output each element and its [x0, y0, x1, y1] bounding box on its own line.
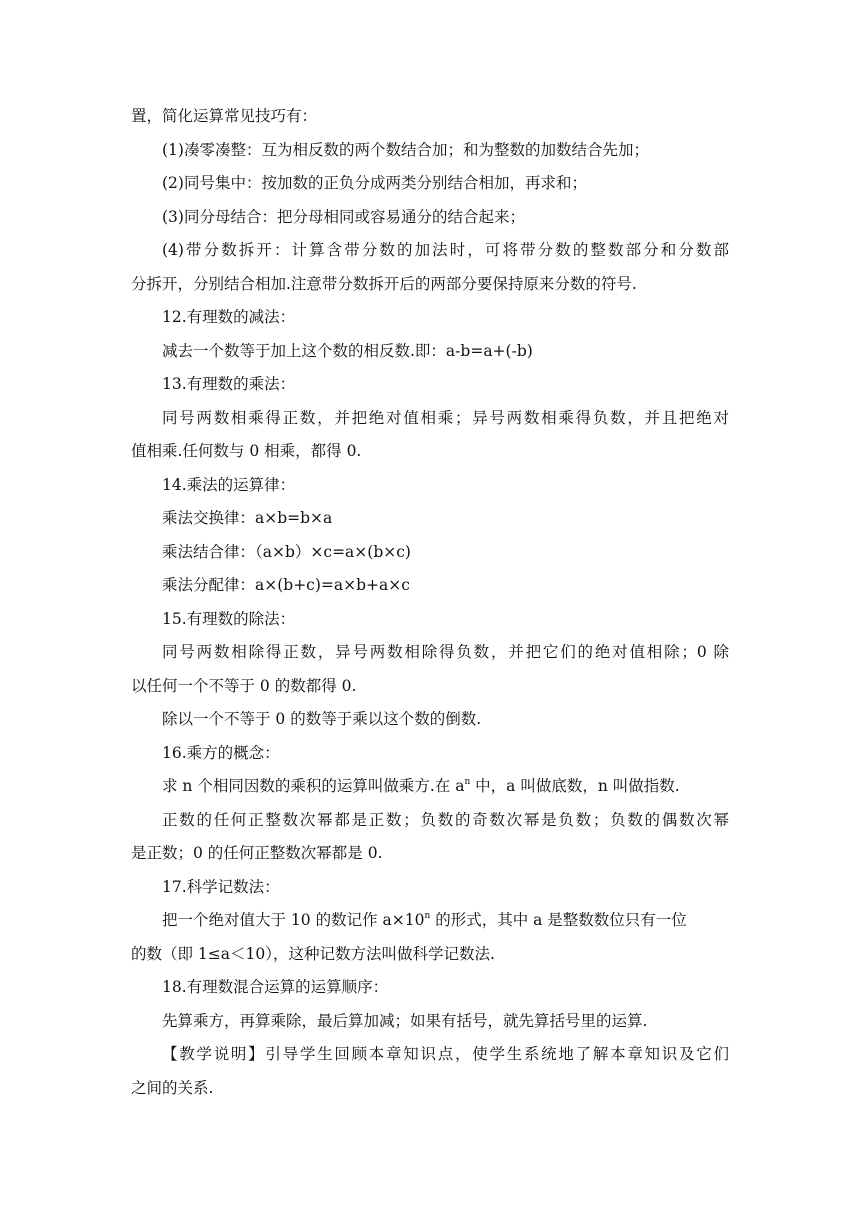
technique-3: (3)同分母结合：把分母相同或容易通分的结合起来； [162, 207, 525, 226]
section-heading-12: 12.有理数的减法： [162, 308, 296, 326]
superscript: n [424, 910, 431, 921]
section-heading-15: 15.有理数的除法： [162, 609, 296, 628]
text-run: 的形式，其中 a 是整数数位只有一位 [430, 911, 687, 929]
distributive-law: 乘法分配律：a×(b+c)=a×b+a×c [162, 576, 410, 594]
paragraph-line: 之间的关系. [131, 1078, 214, 1097]
paragraph-line: 先算乘方，再算乘除，最后算加减；如果有括号，就先算括号里的运算. [162, 1011, 648, 1030]
superscript: n [464, 776, 471, 787]
technique-4: (4)带分数拆开：计算含带分数的加法时，可将带分数的整数部分和分数部 [162, 241, 729, 259]
section-heading-17: 17.科学记数法： [162, 877, 280, 896]
paragraph-line: 除以一个不等于 0 的数等于乘以这个数的倒数. [162, 710, 482, 728]
power-definition-line [131, 770, 729, 804]
text-run: 中，a 叫做底数，n 叫做指数. [470, 777, 680, 795]
section-heading-18: 18.有理数混合运算的运算顺序： [162, 978, 389, 996]
paragraph-line: 是正数；0 的任何正整数次幂都是 0. [131, 844, 383, 862]
paragraph-line: 以任何一个不等于 0 的数都得 0. [131, 676, 357, 695]
paragraph-line: 的数（即 1≤a＜10），这种记数方法叫做科学记数法. [131, 944, 495, 963]
section-heading-14: 14.乘法的运算律： [162, 475, 296, 494]
text-run: 把一个绝对值大于 10 的数记作 a×10 [162, 911, 425, 929]
paragraph-line: 值相乘.任何数与 0 相乘，都得 0. [131, 442, 362, 460]
paragraph-line: 正数的任何正整数次幂都是正数；负数的奇数次幂是负数；负数的偶数次幂 [162, 810, 729, 829]
commutative-law: 乘法交换律：a×b=b×a [162, 509, 333, 527]
technique-2: (2)同号集中：按加数的正负分成两类分别结合相加，再求和； [162, 174, 587, 192]
paragraph-line: 分拆开，分别结合相加.注意带分数拆开后的两部分要保持原来分数的符号. [131, 274, 637, 293]
text-run: 求 n 个相同因数的乘积的运算叫做乘方.在 a [162, 777, 465, 795]
section-heading-13: 13.有理数的乘法： [162, 375, 296, 393]
paragraph-line: 置，简化运算常见技巧有： [131, 107, 318, 125]
paragraph-line: 同号两数相除得正数，异号两数相除得负数，并把它们的绝对值相除；0 除 [162, 643, 729, 661]
technique-1: (1)凑零凑整：互为相反数的两个数结合加；和为整数的加数结合先加； [162, 140, 649, 159]
scientific-notation-line [131, 904, 729, 938]
section-heading-16: 16.乘方的概念： [162, 743, 280, 762]
document-page [131, 100, 729, 1105]
paragraph-line: 同号两数相乘得正数，并把绝对值相乘；异号两数相乘得负数，并且把绝对 [162, 408, 729, 427]
associative-law: 乘法结合律：（a×b）×c=a×(b×c) [162, 542, 411, 561]
paragraph-line: 减去一个数等于加上这个数的相反数.即：a-b=a+(-b) [162, 341, 533, 360]
teaching-note: 【教学说明】引导学生回顾本章知识点，使学生系统地了解本章知识及它们 [162, 1045, 729, 1063]
